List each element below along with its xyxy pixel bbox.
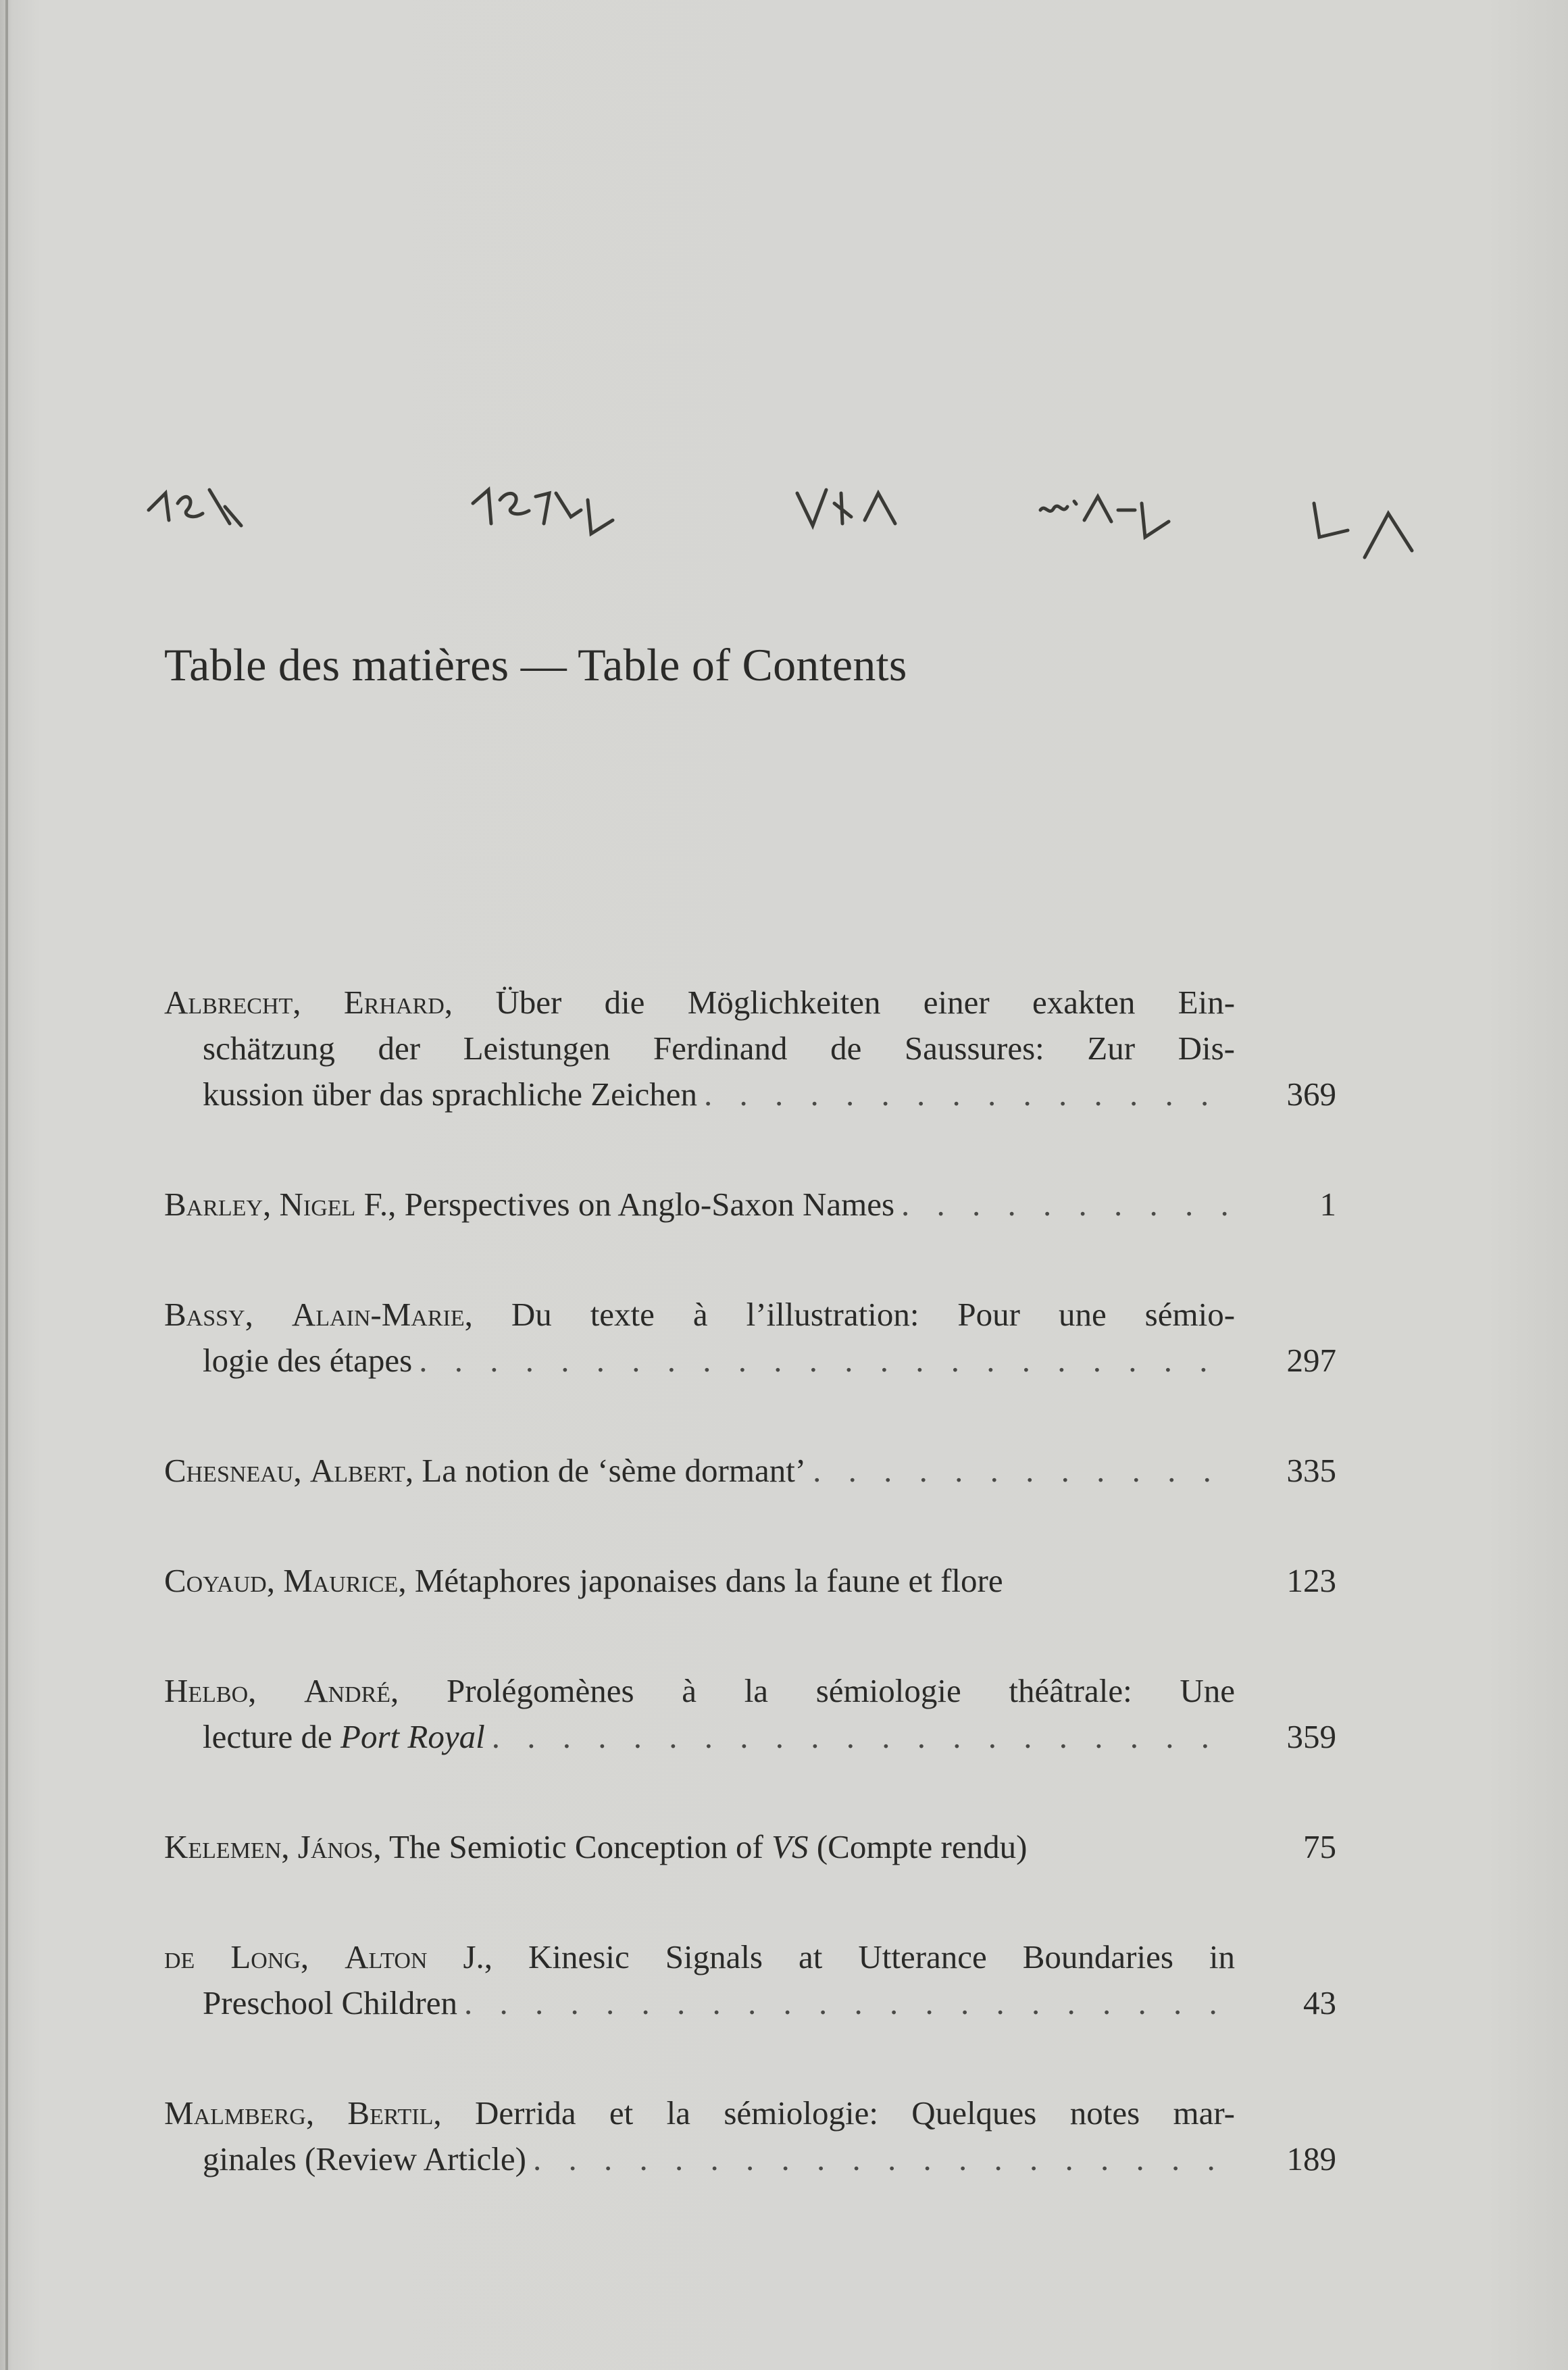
entry-line: Malmberg, Bertil, Derrida et la sémiologie: Quelques notes mar-	[164, 2094, 1235, 2132]
entry-title-part: Perspectives on Anglo-Saxon Names	[404, 1186, 895, 1223]
toc-entry	[164, 980, 1336, 1117]
entry-title-italic: Port Royal	[340, 1718, 485, 1755]
entry-line	[164, 1071, 1235, 1117]
page-number: 1	[1319, 1186, 1336, 1223]
entry-line	[164, 1714, 1235, 1760]
entry-line: Helbo, André, Prolégomènes à la sémiologie théâtrale: Une	[164, 1672, 1236, 1709]
toc-entry	[164, 1448, 1336, 1494]
entry-line: Bassy, Alain-Marie, Du texte à l’illustration: Pour une sémio-	[164, 1296, 1236, 1333]
entry-title-part: Du texte à l’illustration: Pour une sémio-	[511, 1296, 1236, 1333]
entry-title-part: La notion de ‘sème dormant’	[422, 1452, 807, 1489]
author-first-name: János	[297, 1828, 374, 1865]
handwritten-mark-2	[470, 473, 618, 554]
handwritten-mark-4	[1037, 473, 1199, 554]
toc-entry	[164, 1292, 1336, 1384]
entry-line	[164, 1980, 1235, 2026]
toc-entry	[164, 1934, 1336, 2026]
author-last-name: Barley	[164, 1186, 263, 1223]
entry-title-part: Über die Möglichkeiten einer exakten Ein-	[495, 984, 1236, 1021]
entry-title-part: kussion über das sprachliche Zeichen	[203, 1076, 698, 1113]
entry-line: Kelemen, János, The Semiotic Conception of VS (Compte rendu)	[164, 1828, 1028, 1865]
author-first-name: Maurice	[283, 1562, 399, 1599]
dot-leader	[813, 1448, 1228, 1494]
toc-entry	[164, 1182, 1336, 1228]
entry-title-part: ginales (Review Article)	[203, 2140, 526, 2177]
entry-title-italic: VS	[772, 1828, 809, 1865]
entry-line	[164, 1338, 1235, 1384]
page-number: 297	[1286, 1342, 1336, 1379]
author-last-name: Kelemen	[164, 1828, 282, 1865]
author-first-name: Alton J.	[345, 1938, 484, 1975]
toc-entry	[164, 2090, 1336, 2182]
dot-leader	[901, 1182, 1228, 1228]
page-number: 359	[1286, 1718, 1336, 1755]
entry-title-part: lecture de	[203, 1718, 332, 1755]
author-last-name: Coyaud	[164, 1562, 267, 1599]
entry-line: Barley, Nigel F., Perspectives on Anglo-Saxon Names . . .	[164, 1182, 1235, 1228]
author-first-name: Erhard	[343, 984, 445, 1021]
entry-line: de Long, Alton J., Kinesic Signals at Utterance Boundaries in	[164, 1938, 1236, 1975]
toc-entry	[164, 1668, 1336, 1760]
entry-title-part: logie des étapes	[203, 1342, 413, 1379]
page-number: 123	[1286, 1562, 1336, 1599]
handwritten-mark-1	[145, 473, 247, 554]
entry-line	[164, 1026, 1235, 1071]
author-last-name: Helbo	[164, 1672, 249, 1709]
handwritten-mark-5	[1307, 473, 1442, 574]
dot-leader	[464, 1980, 1228, 2026]
page-number: 335	[1286, 1452, 1336, 1489]
entry-line: Coyaud, Maurice, Métaphores japonaises dans la faune et flore	[164, 1562, 1003, 1599]
author-first-name: Albert	[309, 1452, 405, 1489]
page-number: 43	[1303, 1984, 1336, 2021]
dot-leader	[704, 1071, 1228, 1117]
author-first-name: Alain-Marie	[291, 1296, 465, 1333]
author-last-name: Long	[230, 1938, 301, 1975]
dot-leader	[492, 1714, 1228, 1760]
entry-title-part: The Semiotic Conception of	[389, 1828, 763, 1865]
entry-title-part: Derrida et la sémiologie: Quelques notes mar-	[474, 2094, 1235, 2132]
entry-title-part: schätzung der Leistungen Ferdinand de Saussures: Zur Dis-	[203, 1030, 1235, 1067]
handwritten-mark-3	[794, 473, 915, 554]
author-last-name: Chesneau	[164, 1452, 294, 1489]
entry-line: Chesneau, Albert, La notion de ‘sème dormant’ . . .	[164, 1448, 1235, 1494]
entry-line	[164, 2136, 1235, 2182]
author-last-name: Albrecht	[164, 984, 293, 1021]
author-first-name: André	[304, 1672, 391, 1709]
page-number: 189	[1286, 2140, 1336, 2177]
author-prefix: de	[164, 1938, 195, 1975]
entry-title-part: Prolégomènes à la sémiologie théâtrale: Une	[446, 1672, 1236, 1709]
dot-leader	[419, 1338, 1228, 1384]
page-number: 369	[1286, 1076, 1336, 1113]
toc-entry	[164, 1824, 1336, 1870]
dot-leader	[533, 2136, 1228, 2182]
table-of-contents	[164, 980, 1336, 2246]
author-last-name: Malmberg	[164, 2094, 306, 2132]
entry-title-part: (Compte rendu)	[816, 1828, 1028, 1865]
page-number: 75	[1303, 1828, 1336, 1865]
page-spine-edge	[5, 0, 8, 2370]
toc-entry	[164, 1558, 1336, 1604]
page-title: Table des matières — Table of Contents	[164, 639, 907, 690]
author-first-name: Nigel F.	[279, 1186, 388, 1223]
author-first-name: Bertil	[347, 2094, 434, 2132]
handwritten-annotations	[145, 473, 1442, 588]
entry-line: Albrecht, Erhard, Über die Möglichkeiten einer exakten Ein-	[164, 984, 1236, 1021]
entry-title-part: Preschool Children	[203, 1984, 457, 2021]
author-last-name: Bassy	[164, 1296, 245, 1333]
entry-title-part: Métaphores japonaises dans la faune et flore	[414, 1562, 1003, 1599]
entry-title-part: Kinesic Signals at Utterance Boundaries in	[528, 1938, 1236, 1975]
